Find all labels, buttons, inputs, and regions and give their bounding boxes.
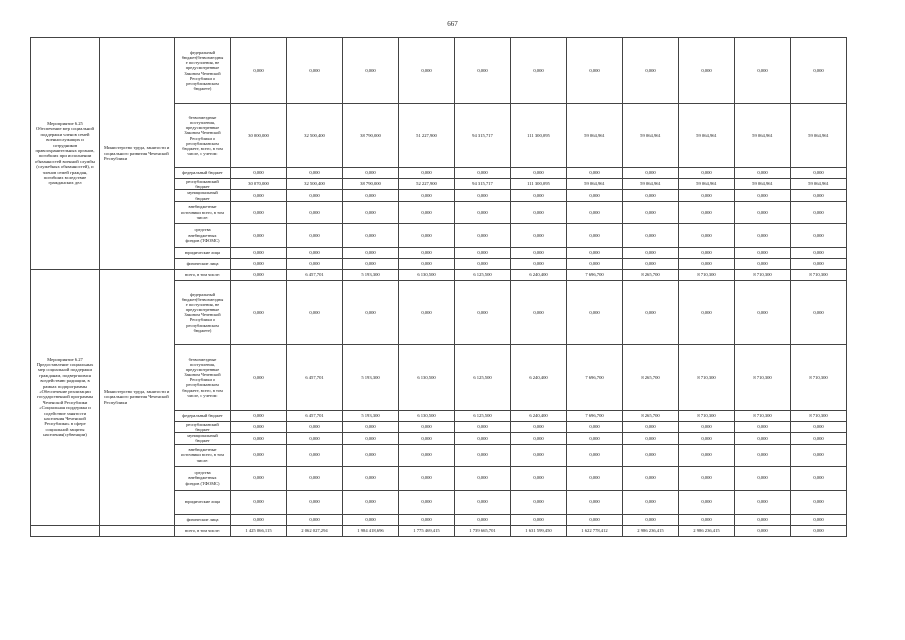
amount-cell: 0,000 — [231, 223, 287, 247]
amount-cell: 0,000 — [679, 190, 735, 201]
funding-source: юридические лица — [175, 247, 231, 258]
amount-cell: 0,000 — [343, 38, 399, 104]
amount-cell: 0,000 — [399, 258, 455, 269]
amount-cell: 0,000 — [679, 280, 735, 344]
funding-source: муниципальный бюджет — [175, 433, 231, 444]
amount-cell: 6 240,400 — [511, 344, 567, 410]
amount-cell: 0,000 — [623, 280, 679, 344]
amount-cell: 0,000 — [343, 514, 399, 525]
amount-cell: 0,000 — [287, 247, 343, 258]
amount-cell: 0,000 — [343, 190, 399, 201]
amount-cell: 0,000 — [679, 247, 735, 258]
amount-cell: 38 790,000 — [343, 104, 399, 168]
amount-cell: 0,000 — [231, 514, 287, 525]
amount-cell: 0,000 — [343, 201, 399, 223]
amount-cell: 0,000 — [623, 433, 679, 444]
funding-source: безвозмездные поступления, предусмотренные Законом Чеченской Республики о республиканском бюджете, всего, в том числе, с учетом: — [175, 344, 231, 410]
amount-cell: 0,000 — [455, 223, 511, 247]
amount-cell: 0,000 — [623, 190, 679, 201]
amount-cell: 0,000 — [567, 190, 623, 201]
funding-source: средства внебюджетных фондов (ТФОМС) — [175, 466, 231, 490]
amount-cell: 0,000 — [287, 38, 343, 104]
amount-cell: 0,000 — [679, 433, 735, 444]
amount-cell: 0,000 — [231, 490, 287, 514]
amount-cell: 0,000 — [455, 444, 511, 466]
amount-cell: 0,000 — [231, 201, 287, 223]
amount-cell: 0,000 — [343, 258, 399, 269]
amount-cell: 6 240,400 — [511, 410, 567, 421]
amount-cell: 30 000,000 — [231, 104, 287, 168]
measure-name: Мероприятие 6.27 Предоставление социальных мер социальной поддержки гражданам, подвергшимся воздействию радиации, в рамках подпрограммы «Обеспечение реализации государственной программы Чеченской Республики «Социальная поддержка и содействие занятости населения Чеченской Республики» в сфере социальной защиты населения(субвенции) — [31, 269, 100, 525]
amount-cell: 59 064,961 — [735, 179, 791, 190]
amount-cell: 0,000 — [623, 466, 679, 490]
amount-cell: 0,000 — [287, 514, 343, 525]
amount-cell: 0,000 — [511, 168, 567, 179]
amount-cell: 8 710,300 — [735, 410, 791, 421]
amount-cell: 0,000 — [231, 258, 287, 269]
amount-cell: 1 425 066,115 — [231, 525, 287, 536]
amount-cell: 0,000 — [791, 247, 847, 258]
amount-cell: 0,000 — [455, 514, 511, 525]
amount-cell: 0,000 — [567, 201, 623, 223]
amount-cell: 0,000 — [231, 269, 287, 280]
amount-cell: 6 125,500 — [455, 269, 511, 280]
amount-cell: 0,000 — [343, 421, 399, 432]
amount-cell: 0,000 — [343, 247, 399, 258]
amount-cell: 0,000 — [231, 168, 287, 179]
funding-source: всего, в том числе: — [175, 525, 231, 536]
amount-cell: 0,000 — [343, 168, 399, 179]
amount-cell: 1 631 599,450 — [511, 525, 567, 536]
funding-source: внебюджетные источники всего, в том числе: — [175, 444, 231, 466]
amount-cell: 8 710,300 — [679, 410, 735, 421]
amount-cell: 0,000 — [455, 433, 511, 444]
amount-cell: 0,000 — [567, 168, 623, 179]
funding-source: физические лица — [175, 514, 231, 525]
amount-cell: 0,000 — [623, 168, 679, 179]
measure-name: Мероприятие 6.25 Обеспечение мер социальной поддержки членов семей военнослужащих и сотрудников правоохранительных органов, погибших при исполнении обязанностей военной службы (служебных обязанностей), и членов семей граждан, погибших вследствие гражданских дел — [31, 38, 100, 270]
amount-cell: 7 696,700 — [567, 344, 623, 410]
amount-cell: 8 710,300 — [735, 344, 791, 410]
amount-cell: 6 240,400 — [511, 269, 567, 280]
amount-cell: 6 130,500 — [399, 269, 455, 280]
amount-cell: 0,000 — [511, 280, 567, 344]
amount-cell: 0,000 — [399, 168, 455, 179]
amount-cell: 0,000 — [511, 223, 567, 247]
amount-cell: 0,000 — [791, 444, 847, 466]
amount-cell: 0,000 — [511, 490, 567, 514]
amount-cell: 0,000 — [231, 247, 287, 258]
amount-cell: 0,000 — [399, 421, 455, 432]
amount-cell: 0,000 — [735, 514, 791, 525]
amount-cell: 0,000 — [567, 514, 623, 525]
funding-source: республиканский бюджет — [175, 421, 231, 432]
amount-cell: 0,000 — [567, 247, 623, 258]
amount-cell: 0,000 — [791, 490, 847, 514]
funding-source: безвозмездные поступления, предусмотренные Законом Чеченской Республики о республиканском бюджете, всего, в том числе, с учетом: — [175, 104, 231, 168]
amount-cell: 2 986 236,415 — [679, 525, 735, 536]
amount-cell: 0,000 — [623, 223, 679, 247]
amount-cell: 6 125,500 — [455, 410, 511, 421]
amount-cell: 0,000 — [623, 421, 679, 432]
amount-cell: 32 500,400 — [287, 104, 343, 168]
amount-cell: 0,000 — [343, 280, 399, 344]
amount-cell: 94 315,717 — [455, 104, 511, 168]
funding-source: внебюджетные источники всего, в том числе: — [175, 201, 231, 223]
amount-cell: 0,000 — [791, 223, 847, 247]
amount-cell: 0,000 — [791, 433, 847, 444]
amount-cell: 0,000 — [735, 466, 791, 490]
amount-cell: 0,000 — [791, 258, 847, 269]
amount-cell: 0,000 — [287, 190, 343, 201]
amount-cell: 0,000 — [679, 444, 735, 466]
amount-cell: 0,000 — [735, 201, 791, 223]
amount-cell: 0,000 — [791, 466, 847, 490]
amount-cell: 0,000 — [455, 466, 511, 490]
amount-cell: 0,000 — [735, 421, 791, 432]
amount-cell: 0,000 — [231, 190, 287, 201]
amount-cell: 94 315,717 — [455, 179, 511, 190]
amount-cell: 59 064,961 — [679, 179, 735, 190]
table-row — [31, 38, 847, 104]
amount-cell: 0,000 — [399, 190, 455, 201]
amount-cell: 0,000 — [455, 280, 511, 344]
amount-cell: 0,000 — [511, 444, 567, 466]
amount-cell: 0,000 — [623, 490, 679, 514]
amount-cell: 0,000 — [287, 258, 343, 269]
amount-cell: 59 064,961 — [791, 179, 847, 190]
funding-source: республиканский бюджет — [175, 179, 231, 190]
amount-cell: 6 457,701 — [287, 344, 343, 410]
funding-source: федеральный бюджет(безвозмездные поступления, не предусмотренные Законом Чеченской Республики о республиканском бюджете) — [175, 38, 231, 104]
amount-cell: 0,000 — [567, 421, 623, 432]
amount-cell: 8 710,300 — [791, 269, 847, 280]
amount-cell: 0,000 — [511, 466, 567, 490]
amount-cell: 1 739 665,701 — [455, 525, 511, 536]
amount-cell: 0,000 — [399, 466, 455, 490]
amount-cell: 1 984 418,696 — [343, 525, 399, 536]
amount-cell: 0,000 — [623, 247, 679, 258]
amount-cell: 0,000 — [623, 444, 679, 466]
amount-cell: 0,000 — [679, 490, 735, 514]
amount-cell: 59 064,961 — [735, 104, 791, 168]
amount-cell: 0,000 — [455, 247, 511, 258]
amount-cell: 0,000 — [399, 201, 455, 223]
amount-cell: 0,000 — [455, 201, 511, 223]
amount-cell: 0,000 — [455, 421, 511, 432]
funding-source: федеральный бюджет(безвозмездные поступления, не предусмотренные Законом Чеченской Республики о республиканском бюджете) — [175, 280, 231, 344]
amount-cell: 0,000 — [231, 466, 287, 490]
amount-cell: 0,000 — [735, 280, 791, 344]
amount-cell: 0,000 — [399, 433, 455, 444]
amount-cell: 0,000 — [399, 38, 455, 104]
amount-cell: 2 062 027,294 — [287, 525, 343, 536]
amount-cell: 0,000 — [679, 514, 735, 525]
amount-cell: 0,000 — [791, 201, 847, 223]
amount-cell: 0,000 — [567, 433, 623, 444]
amount-cell: 6 125,500 — [455, 344, 511, 410]
amount-cell: 6 130,500 — [399, 344, 455, 410]
amount-cell: 8 710,300 — [791, 344, 847, 410]
amount-cell: 59 064,961 — [623, 104, 679, 168]
amount-cell: 8 710,300 — [679, 269, 735, 280]
amount-cell: 0,000 — [343, 223, 399, 247]
amount-cell: 0,000 — [735, 490, 791, 514]
amount-cell: 0,000 — [455, 38, 511, 104]
amount-cell: 0,000 — [399, 490, 455, 514]
amount-cell: 8 710,300 — [679, 344, 735, 410]
amount-cell: 51 227,900 — [399, 104, 455, 168]
table-row — [31, 525, 847, 536]
amount-cell: 0,000 — [343, 444, 399, 466]
amount-cell: 8 265,700 — [623, 344, 679, 410]
amount-cell: 30 070,000 — [231, 179, 287, 190]
amount-cell: 0,000 — [399, 444, 455, 466]
amount-cell: 0,000 — [623, 514, 679, 525]
amount-cell: 0,000 — [623, 38, 679, 104]
amount-cell: 0,000 — [735, 190, 791, 201]
amount-cell: 0,000 — [343, 433, 399, 444]
amount-cell: 59 064,961 — [567, 179, 623, 190]
amount-cell: 0,000 — [511, 514, 567, 525]
amount-cell: 0,000 — [287, 433, 343, 444]
amount-cell: 0,000 — [455, 490, 511, 514]
amount-cell: 0,000 — [287, 421, 343, 432]
amount-cell: 0,000 — [791, 168, 847, 179]
measure-name — [31, 525, 100, 536]
amount-cell: 0,000 — [623, 201, 679, 223]
page-number: 667 — [447, 20, 458, 28]
amount-cell: 0,000 — [735, 168, 791, 179]
amount-cell: 0,000 — [735, 223, 791, 247]
amount-cell: 0,000 — [679, 223, 735, 247]
amount-cell: 0,000 — [455, 190, 511, 201]
funding-source: средства внебюджетных фондов (ТФОМС) — [175, 223, 231, 247]
amount-cell: 0,000 — [287, 201, 343, 223]
amount-cell: 0,000 — [511, 38, 567, 104]
budget-table — [30, 37, 847, 537]
funding-source: физические лица — [175, 258, 231, 269]
amount-cell: 6 457,701 — [287, 269, 343, 280]
executor-name: Министерство труда, занятости и социального развития Чеченской Республики — [100, 38, 175, 270]
amount-cell: 0,000 — [791, 38, 847, 104]
funding-source: юридические лица — [175, 490, 231, 514]
amount-cell: 0,000 — [511, 201, 567, 223]
amount-cell: 59 064,961 — [567, 104, 623, 168]
amount-cell: 0,000 — [455, 258, 511, 269]
amount-cell: 0,000 — [791, 190, 847, 201]
amount-cell: 7 696,700 — [567, 410, 623, 421]
amount-cell: 0,000 — [287, 444, 343, 466]
funding-source: всего, в том числе: — [175, 269, 231, 280]
amount-cell: 52 227,900 — [399, 179, 455, 190]
amount-cell: 32 500,400 — [287, 179, 343, 190]
amount-cell: 5 193,300 — [343, 269, 399, 280]
amount-cell: 0,000 — [455, 168, 511, 179]
table-row — [31, 269, 847, 280]
amount-cell: 0,000 — [735, 444, 791, 466]
amount-cell: 0,000 — [735, 38, 791, 104]
amount-cell: 38 790,000 — [343, 179, 399, 190]
amount-cell: 0,000 — [511, 247, 567, 258]
amount-cell: 0,000 — [231, 421, 287, 432]
amount-cell: 0,000 — [567, 444, 623, 466]
amount-cell: 0,000 — [791, 421, 847, 432]
amount-cell: 0,000 — [567, 258, 623, 269]
amount-cell: 8 710,300 — [791, 410, 847, 421]
amount-cell: 0,000 — [231, 433, 287, 444]
amount-cell: 1 622 778,412 — [567, 525, 623, 536]
amount-cell: 0,000 — [679, 201, 735, 223]
amount-cell: 0,000 — [231, 444, 287, 466]
amount-cell: 0,000 — [399, 247, 455, 258]
amount-cell: 0,000 — [343, 490, 399, 514]
amount-cell: 1 775 469,415 — [399, 525, 455, 536]
amount-cell: 0,000 — [679, 38, 735, 104]
amount-cell: 2 986 236,415 — [623, 525, 679, 536]
amount-cell: 0,000 — [567, 280, 623, 344]
amount-cell: 0,000 — [231, 38, 287, 104]
amount-cell: 0,000 — [231, 280, 287, 344]
amount-cell: 0,000 — [231, 410, 287, 421]
amount-cell: 59 064,961 — [623, 179, 679, 190]
amount-cell: 111 300,095 — [511, 104, 567, 168]
executor-name: Министерство труда, занятости и социального развития Чеченской Республики — [100, 269, 175, 525]
amount-cell: 59 064,961 — [791, 104, 847, 168]
amount-cell: 0,000 — [679, 421, 735, 432]
amount-cell: 5 193,300 — [343, 344, 399, 410]
funding-source: федеральный бюджет — [175, 410, 231, 421]
amount-cell: 0,000 — [287, 223, 343, 247]
amount-cell: 0,000 — [287, 490, 343, 514]
amount-cell: 0,000 — [567, 490, 623, 514]
executor-name — [100, 525, 175, 536]
amount-cell: 0,000 — [679, 258, 735, 269]
amount-cell: 0,000 — [343, 466, 399, 490]
amount-cell: 6 457,701 — [287, 410, 343, 421]
amount-cell: 0,000 — [511, 433, 567, 444]
amount-cell: 0,000 — [567, 223, 623, 247]
amount-cell: 0,000 — [679, 466, 735, 490]
amount-cell: 0,000 — [735, 525, 791, 536]
amount-cell: 0,000 — [287, 280, 343, 344]
amount-cell: 0,000 — [567, 38, 623, 104]
funding-source: муниципальный бюджет — [175, 190, 231, 201]
amount-cell: 0,000 — [735, 258, 791, 269]
amount-cell: 5 193,300 — [343, 410, 399, 421]
amount-cell: 0,000 — [735, 247, 791, 258]
amount-cell: 0,000 — [735, 433, 791, 444]
amount-cell: 6 130,500 — [399, 410, 455, 421]
amount-cell: 111 300,095 — [511, 179, 567, 190]
amount-cell: 8 265,700 — [623, 410, 679, 421]
amount-cell: 0,000 — [791, 525, 847, 536]
amount-cell: 0,000 — [511, 190, 567, 201]
amount-cell: 7 696,700 — [567, 269, 623, 280]
funding-source: федеральный бюджет — [175, 168, 231, 179]
amount-cell: 0,000 — [679, 168, 735, 179]
amount-cell: 0,000 — [511, 421, 567, 432]
amount-cell: 59 064,961 — [679, 104, 735, 168]
amount-cell: 0,000 — [399, 280, 455, 344]
amount-cell: 0,000 — [399, 514, 455, 525]
amount-cell: 0,000 — [791, 280, 847, 344]
amount-cell: 0,000 — [231, 344, 287, 410]
amount-cell: 8 265,700 — [623, 269, 679, 280]
amount-cell: 0,000 — [511, 258, 567, 269]
amount-cell: 0,000 — [287, 466, 343, 490]
amount-cell: 0,000 — [287, 168, 343, 179]
amount-cell: 0,000 — [623, 258, 679, 269]
amount-cell: 0,000 — [399, 223, 455, 247]
amount-cell: 0,000 — [791, 514, 847, 525]
amount-cell: 8 710,300 — [735, 269, 791, 280]
amount-cell: 0,000 — [567, 466, 623, 490]
